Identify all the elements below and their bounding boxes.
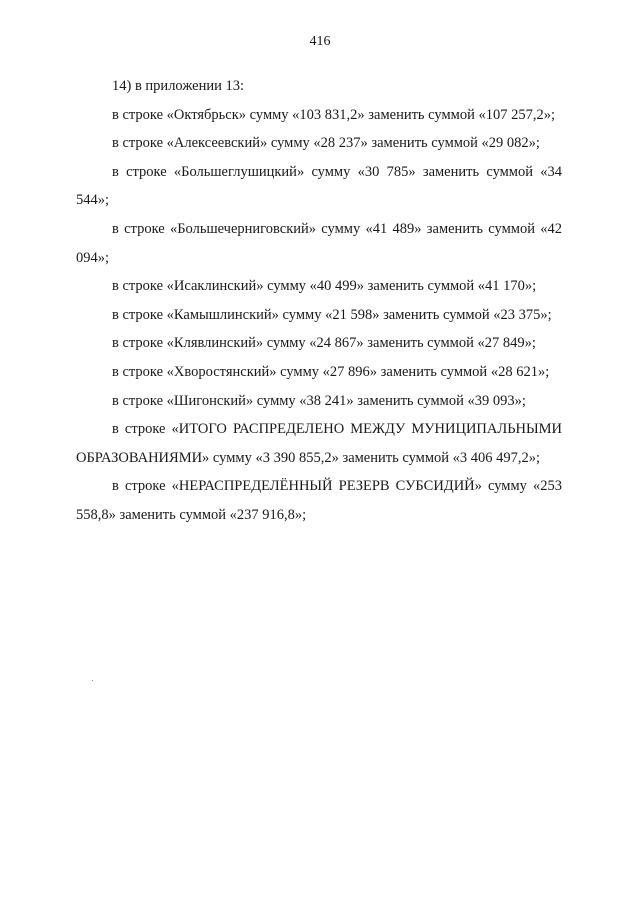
list-item: в строке «Исаклинский» сумму «40 499» заменить суммой «41 170»; (112, 278, 537, 295)
document-body (76, 72, 562, 530)
list-item: в строке «Большечерниговский» сумму «41 489» заменить суммой «42 094»; (76, 220, 562, 266)
list-item: в строке «НЕРАСПРЕДЕЛЁННЫЙ РЕЗЕРВ СУБСИДИЙ» сумму «253 558,8» заменить суммой «237 916,8»; (76, 478, 562, 523)
list-item: в строке «Шигонский» сумму «38 241» заменить суммой «39 093»; (112, 392, 526, 409)
list-item: в строке «Камышлинский» сумму «21 598» заменить суммой «23 375»; (112, 306, 552, 323)
list-item: в строке «Октябрьск» сумму «103 831,2» заменить суммой «107 257,2»; (112, 106, 555, 123)
list-item: в строке «Хворостянский» сумму «27 896» заменить суммой «28 621»; (112, 363, 550, 380)
list-item-heading: 14) в приложении 13: (112, 78, 245, 94)
list-item: в строке «Алексеевский» сумму «28 237» заменить суммой «29 082»; (112, 135, 540, 152)
page-number: 416 (309, 34, 331, 49)
list-item: в строке «ИТОГО РАСПРЕДЕЛЕНО МЕЖДУ МУНИЦИПАЛЬНЫМИ ОБРАЗОВАНИЯМИ» сумму «3 390 855,2» заменить суммой «3 406 497,2»; (76, 421, 562, 466)
list-item: в строке «Большеглушицкий» сумму «30 785» заменить суммой «34 544»; (76, 163, 562, 209)
scan-speck (92, 680, 93, 681)
list-item: в строке «Клявлинский» сумму «24 867» заменить суммой «27 849»; (112, 335, 536, 352)
